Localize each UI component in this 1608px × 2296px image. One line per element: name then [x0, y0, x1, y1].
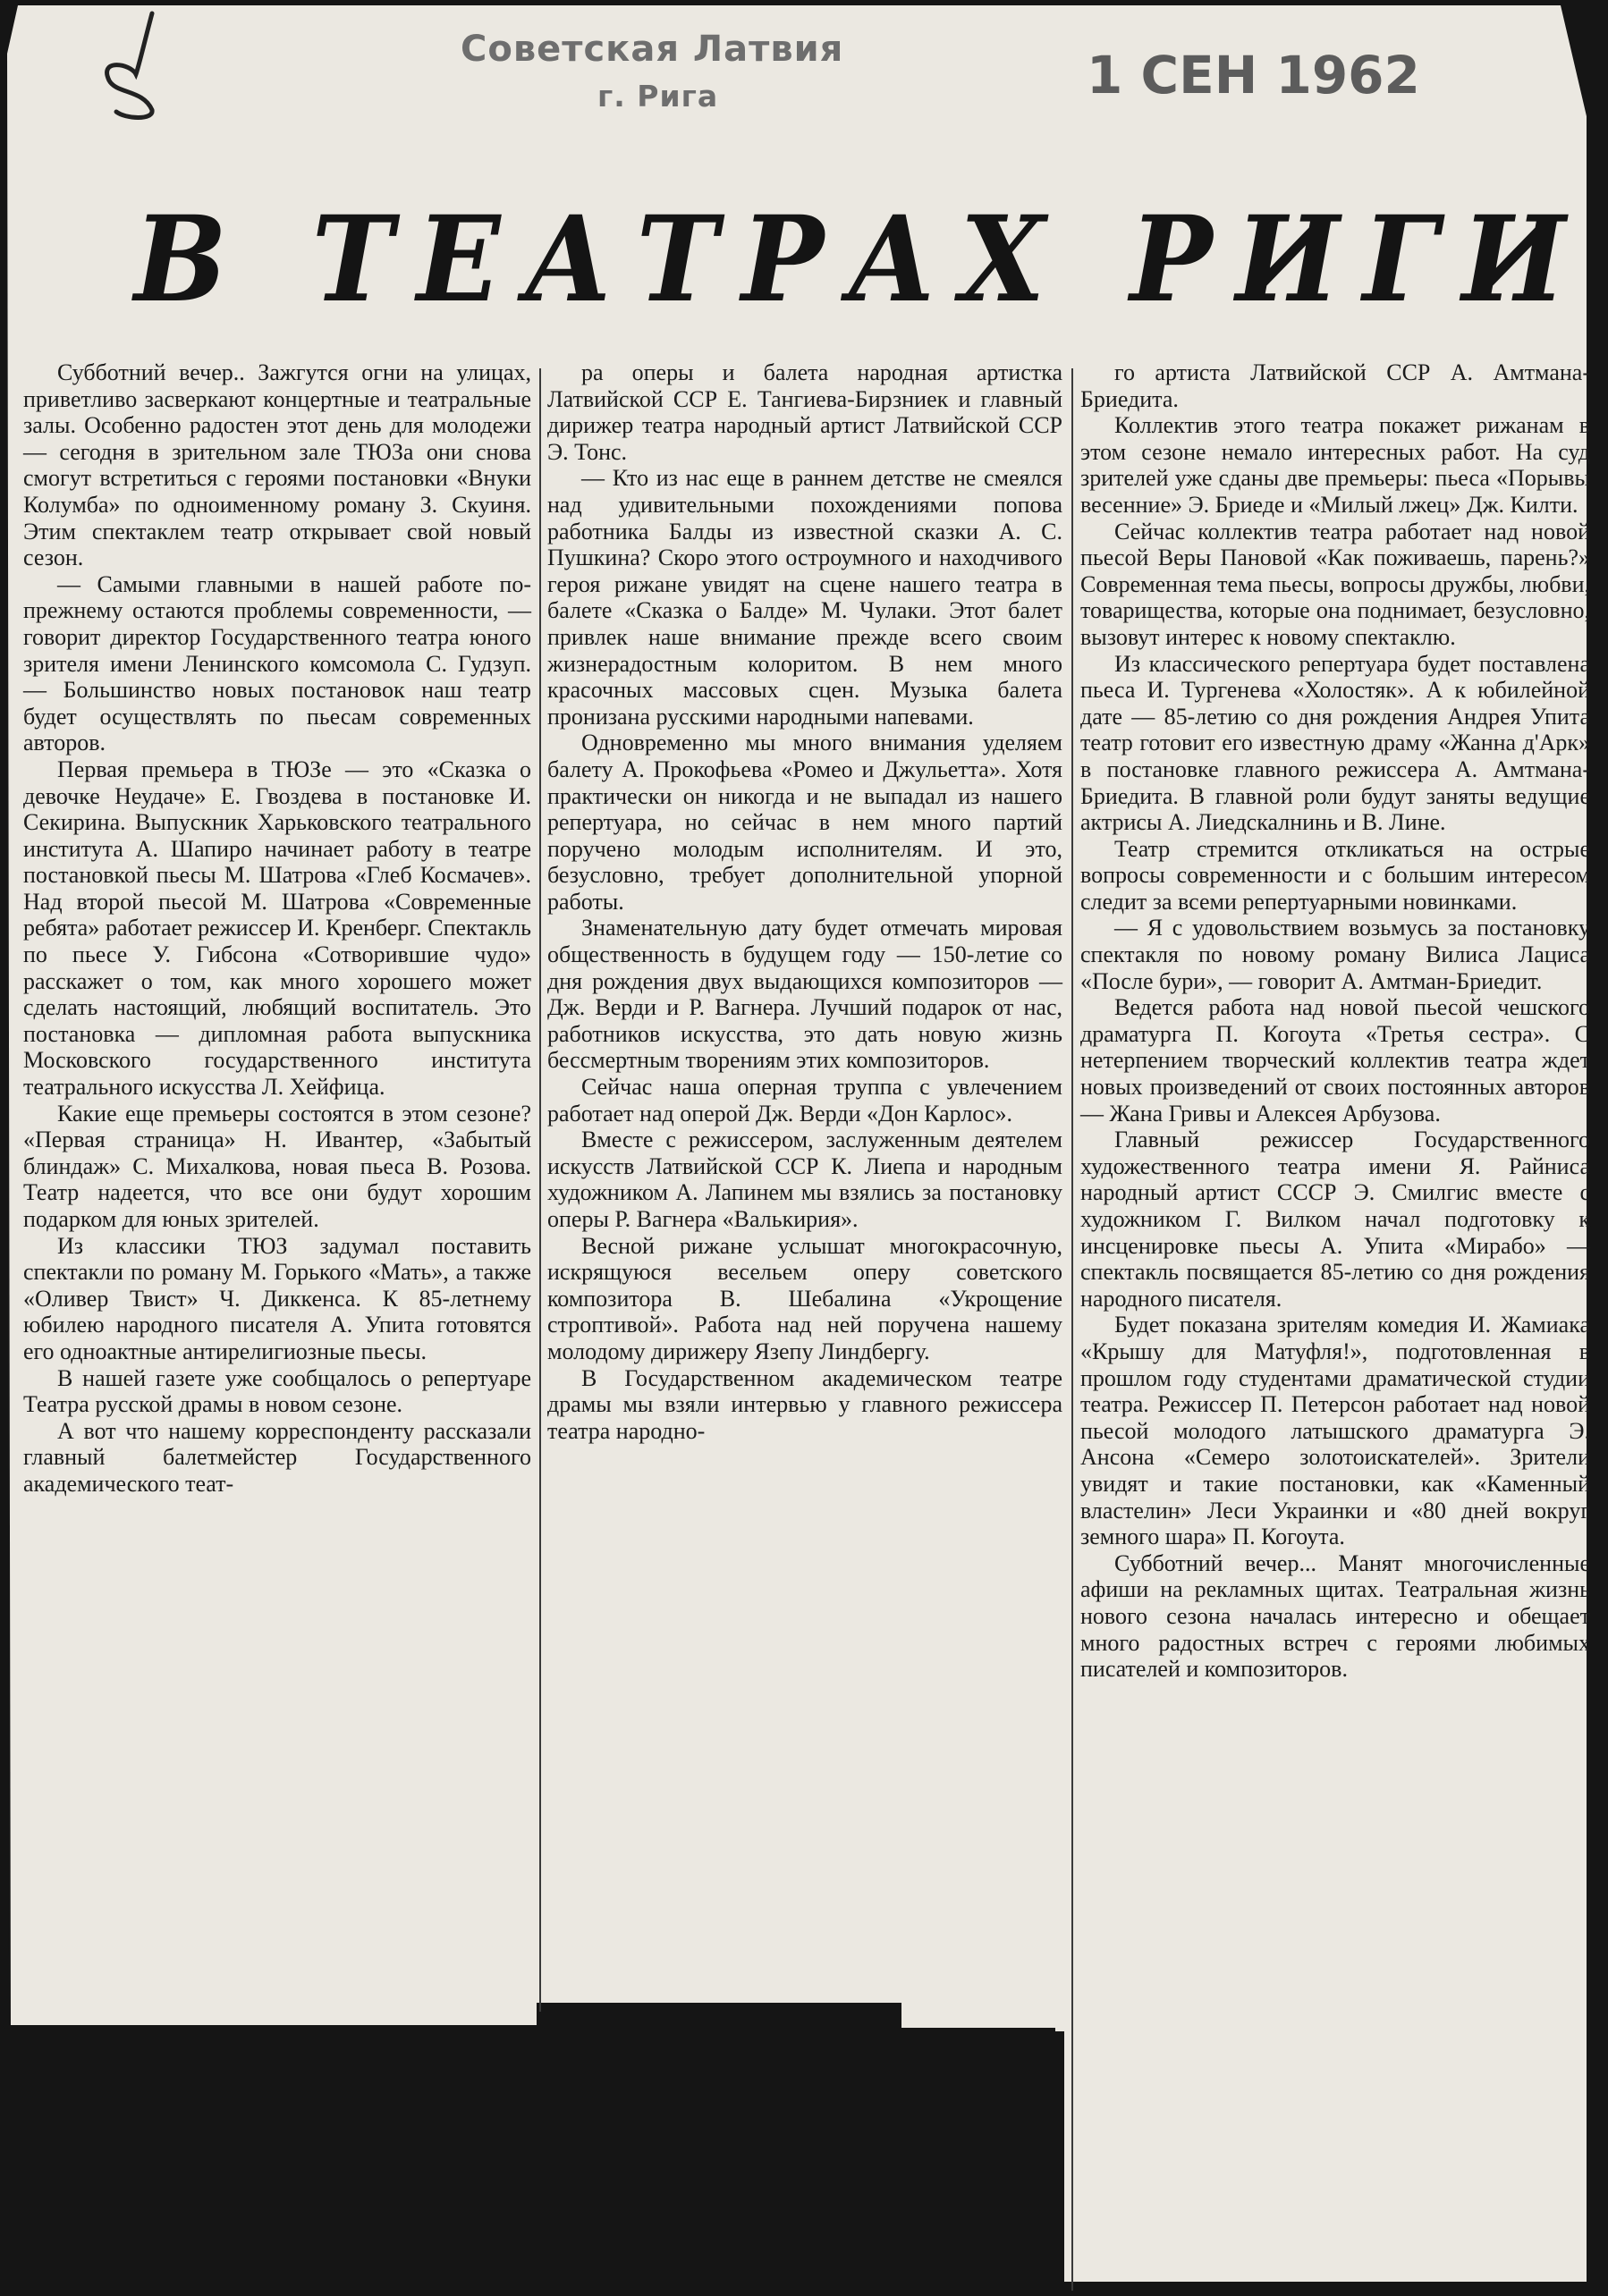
column-divider: [1071, 368, 1073, 2291]
paragraph: Сейчас коллектив театра работает над новой пьесой Веры Пановой «Как поживаешь, парень?» Современная тема пьесы, вопросы дружбы, любви, товарищества, которые она поднимает, безусловно, вызовут интерес к новому спектаклю.: [1080, 518, 1590, 650]
paragraph: Весной рижане услышат многокрасочную, искрящуюся весельем оперу советского композитора В. Шебалина «Укрощение строптивой». Работа над ней поручена нашему молодому дирижеру Язепу Линдбергу.: [547, 1232, 1062, 1364]
paragraph: Субботний вечер.. Зажгутся огни на улицах, приветливо засверкают концертные и театральные залы. Особенно радостен этот день для молодежи — сегодня в зрительном зале ТЮЗа они снова смогут встретиться с героями постановки «Внуки Колумба» по одноименному роману З. Скуиня. Этим спектаклем театр открывает свой новый сезон.: [23, 359, 531, 571]
stamp-newspaper: Советская Латвия: [461, 29, 844, 70]
paragraph: Ведется работа над новой пьесой чешского драматурга П. Когоута «Третья сестра». С нетерпением творческий коллектив театра ждет новых произведений от своих постоянных авторов — Жана Гривы и Алексея Арбузова.: [1080, 994, 1590, 1127]
paragraph: — Кто из нас еще в раннем детстве не смеялся над удивительными похождениями попова работника Балды из известной сказки А. С. Пушкина? Скоро этого остроумного и находчивого героя рижане увидят на сцене нашего театра в балете «Сказка о Балде» М. Чулаки. Этот балет привлек наше внимание прежде всего своим жизнерадостным колоритом. В нем много красочных массовых сцен. Музыка балета пронизана русскими народными напевами.: [547, 465, 1062, 730]
paragraph: Из классического репертуара будет поставлена пьеса И. Тургенева «Холостяк». А к юбилейной дате — 85-летию со дня рождения Андрея Упита театр готовит его известную драму «Жанна д'Арк» в постановке главного режиссера А. Амтмана-Бриедита. В главной роли будут заняты ведущие актрисы А. Лиедскалнинь и В. Лине.: [1080, 650, 1590, 836]
paragraph: Знаменательную дату будет отмечать мировая общественность в будущем году — 150-летие со дня рождения двух выдающихся композиторов — Дж. Верди и Р. Вагнера. Лучший подарок от нас, работников искусства, это дать новую жизнь бессмертным творениям этих композиторов.: [547, 915, 1062, 1074]
article-column-3: [1080, 359, 1590, 1683]
article-column-1: [23, 359, 531, 1498]
paragraph: Первая премьера в ТЮЗе — это «Сказка о девочке Неудаче» Е. Гвоздева в постановке И. Секирина. Выпускник Харьковского театрального института А. Шапиро начинает работу в театре постановкой пьесы М. Шатрова «Глеб Космачев». Над второй пьесой М. Шатрова «Современные ребята» работает режиссер И. Кренберг. Спектакль по пьесе У. Гибсона «Сотворившие чудо» расскажет о том, как много хорошего может сделать настоящий, любящий воспитатель. Это постановка — дипломная работа выпускника Московского государственного института театрального искусства Л. Хейфица.: [23, 755, 531, 1101]
paragraph: ра оперы и балета народная артистка Латвийской ССР Е. Тангиева-Бирзниек и главный дирижер театра народный артист Латвийской ССР Э. Тонс.: [547, 359, 1062, 465]
paragraph: Главный режиссер Государственного художественного театра имени Я. Райниса народный артист СССР Э. Смилгис вместе с художником Г. Вилком начал подготовку к инсценировке пьесы А. Упита «Мирабо» — спектакль посвящается 85-летию со дня рождения народного писателя.: [1080, 1127, 1590, 1312]
column-divider: [539, 368, 541, 2012]
paragraph: Субботний вечер... Манят многочисленные афиши на рекламных щитах. Театральная жизнь нового сезона началась интересно и обещает много радостных встреч с героями любимых писателей и композиторов.: [1080, 1549, 1590, 1683]
paragraph: го артиста Латвийской ССР А. Амтмана-Бриедита.: [1080, 359, 1590, 412]
stamp-city: г. Рига: [597, 79, 719, 114]
paragraph: — Самыми главными в нашей работе по-прежнему остаются проблемы современности, — говорит директор Государственного театра юного зрителя имени Ленинского комсомола С. Гудзуп. — Большинство новых постановок наш театр будет осуществлять по пьесам современных авторов.: [23, 570, 531, 756]
paragraph: Театр стремится откликаться на острые вопросы современности и с большим интересом следит за всеми репертуарными новинками.: [1080, 835, 1590, 915]
paragraph: В нашей газете уже сообщалось о репертуаре Театра русской драмы в новом сезоне.: [23, 1364, 531, 1418]
paragraph: — Я с удовольствием возьмусь за постановку спектакля по новому роману Вилиса Лациса «После бури», — говорит А. Амтман-Бриедит.: [1080, 915, 1590, 994]
headline: В ТЕАТРАХ РИГИ: [134, 190, 1589, 329]
pen-mark-icon: [89, 4, 170, 130]
paragraph: Коллектив этого театра покажет рижанам в этом сезоне немало интересных работ. На суд зрителей уже сданы две премьеры: пьеса «Порывы весенние» Э. Бриеде и «Милый лжец» Дж. Килти.: [1080, 412, 1590, 518]
paragraph: Одновременно мы много внимания уделяем балету А. Прокофьева «Ромео и Джульетта». Хотя практически он никогда и не выпадал из нашего репертуара, но сейчас в нем много партий поручено молодым исполнителям. И это, безусловно, требует дополнительной упорной работы.: [547, 730, 1062, 915]
stamp-date: 1 СЕН 1962: [1087, 45, 1420, 106]
article-column-2: [547, 359, 1062, 1444]
paragraph: А вот что нашему корреспонденту рассказали главный балетмейстер Государственного академического теат-: [23, 1417, 531, 1497]
paragraph: Из классики ТЮЗ задумал поставить спектакли по роману М. Горького «Мать», а также «Оливер Твист» Ч. Диккенса. К 85-летнему юбилею народного писателя А. Упита готовятся его одноактные антирелигиозные пьесы.: [23, 1232, 531, 1364]
paragraph: В Государственном академическом театре драмы мы взяли интервью у главного режиссера театра народно-: [547, 1364, 1062, 1444]
paragraph: Сейчас наша оперная труппа с увлечением работает над оперой Дж. Верди «Дон Карлос».: [547, 1074, 1062, 1127]
paragraph: Вместе с режиссером, заслуженным деятелем искусств Латвийской ССР К. Лиепа и народным художником А. Лапинем мы взялись за постановку оперы Р. Вагнера «Валькирия».: [547, 1127, 1062, 1232]
paragraph: Какие еще премьеры состоятся в этом сезоне? «Первая страница» Н. Ивантер, «Забытый блиндаж» С. Михалкова, новая пьеса В. Розова. Театр надеется, что все они будут хорошим подарком для юных зрителей.: [23, 1100, 531, 1232]
paragraph: Будет показана зрителям комедия И. Жамиака «Крышу для Матуфля!», подготовленная в прошлом году студентами драматической студии театра. Режиссер П. Петерсон работает над новой пьесой молодого латышского драматурга Э. Ансона «Семеро золотоискателей». Зрители увидят и такие постановки, как «Каменный властелин» Леси Украинки и «80 дней вокруг земного шара» П. Когоута.: [1080, 1312, 1590, 1550]
